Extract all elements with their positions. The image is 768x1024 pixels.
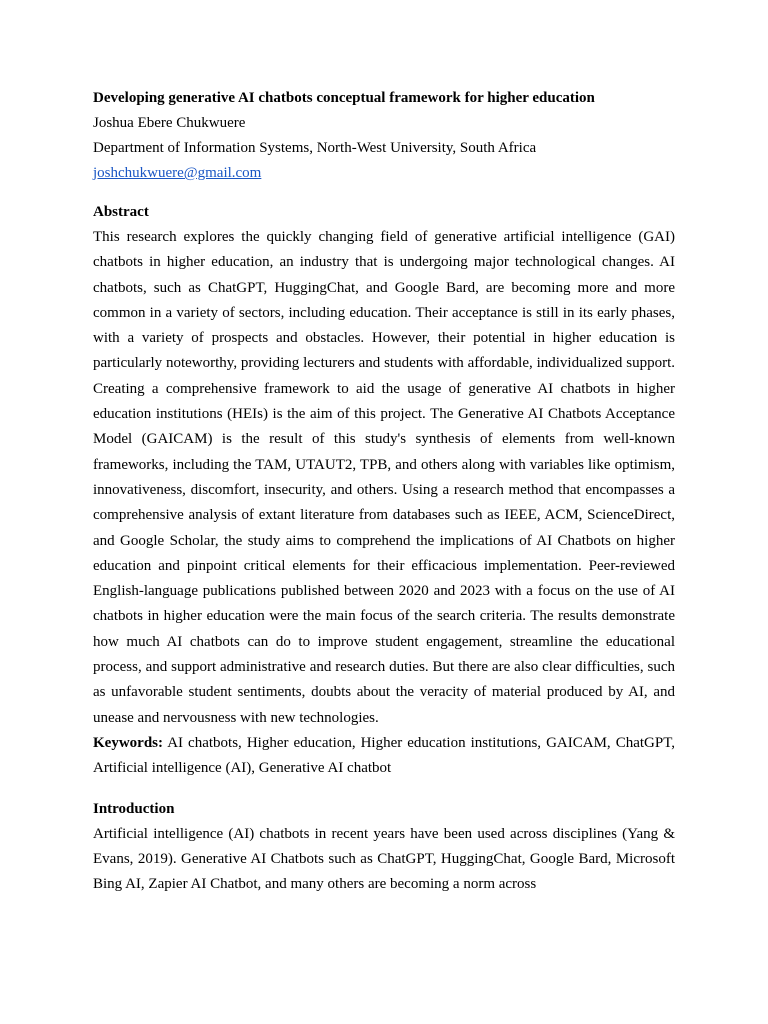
paper-page (93, 86, 675, 897)
abstract-text: This research explores the quickly changing field of generative artificial intelligence (GAI) chatbots in higher education, an industry that is undergoing major technological changes. AI chatbots, such as ChatGPT, HuggingChat, and Google Bard, are becoming more and more common in a variety of sectors, including education. Their acceptance is still in its early phases, with a variety of prospects and obstacles. However, their potential in higher education is particularly noteworthy, providing lecturers and students with affordable, individualized support. Creating a comprehensive framework to aid the usage of generative AI chatbots in higher education institutions (HEIs) is the aim of this project. The Generative AI Chatbots Acceptance Model (GAICAM) is the result of this study's synthesis of elements from well-known frameworks, including the TAM, UTAUT2, TPB, and others along with variables like optimism, innovativeness, discomfort, insecurity, and others. Using a research method that encompasses a comprehensive analysis of extant literature from databases such as IEEE, ACM, ScienceDirect, and Google Scholar, the study aims to comprehend the implications of AI Chatbots on higher education and pinpoint critical elements for their efficacious implementation. Peer-reviewed English-language publications published between 2020 and 2023 with a focus on the use of AI chatbots in higher education were the main focus of the search criteria. The results demonstrate how much AI chatbots can do to improve student engagement, streamline the educational process, and support administrative and research duties. But there are also clear difficulties, such as unfavorable student sentiments, doubts about the veracity of material produced by AI, and unease and nervousness with new technologies. (93, 229, 675, 726)
author-email-link[interactable]: joshchukwuere@gmail.com (93, 165, 262, 181)
keywords-label: Keywords: (93, 734, 163, 751)
abstract-heading: Abstract (93, 204, 149, 220)
paper-title: Developing generative AI chatbots conceptual framework for higher education (93, 90, 595, 106)
author-affiliation: Department of Information Systems, North-West University, South Africa (93, 140, 537, 156)
keywords-paragraph (93, 731, 675, 782)
author-name: Joshua Ebere Chukwuere (93, 115, 246, 131)
author-email-line (93, 161, 675, 186)
keywords-text: AI chatbots, Higher education, Higher education institutions, GAICAM, ChatGPT, Artificial intelligence (AI), Generative AI chatbot (93, 734, 675, 777)
introduction-text: Artificial intelligence (AI) chatbots in recent years have been used across disciplines (Yang & Evans, 2019). Generative AI Chatbots such as ChatGPT, HuggingChat, Google Bard, Microsoft Bing AI, Zapier AI Chatbot, and many others are becoming a norm across (93, 825, 675, 893)
introduction-heading: Introduction (93, 800, 175, 817)
